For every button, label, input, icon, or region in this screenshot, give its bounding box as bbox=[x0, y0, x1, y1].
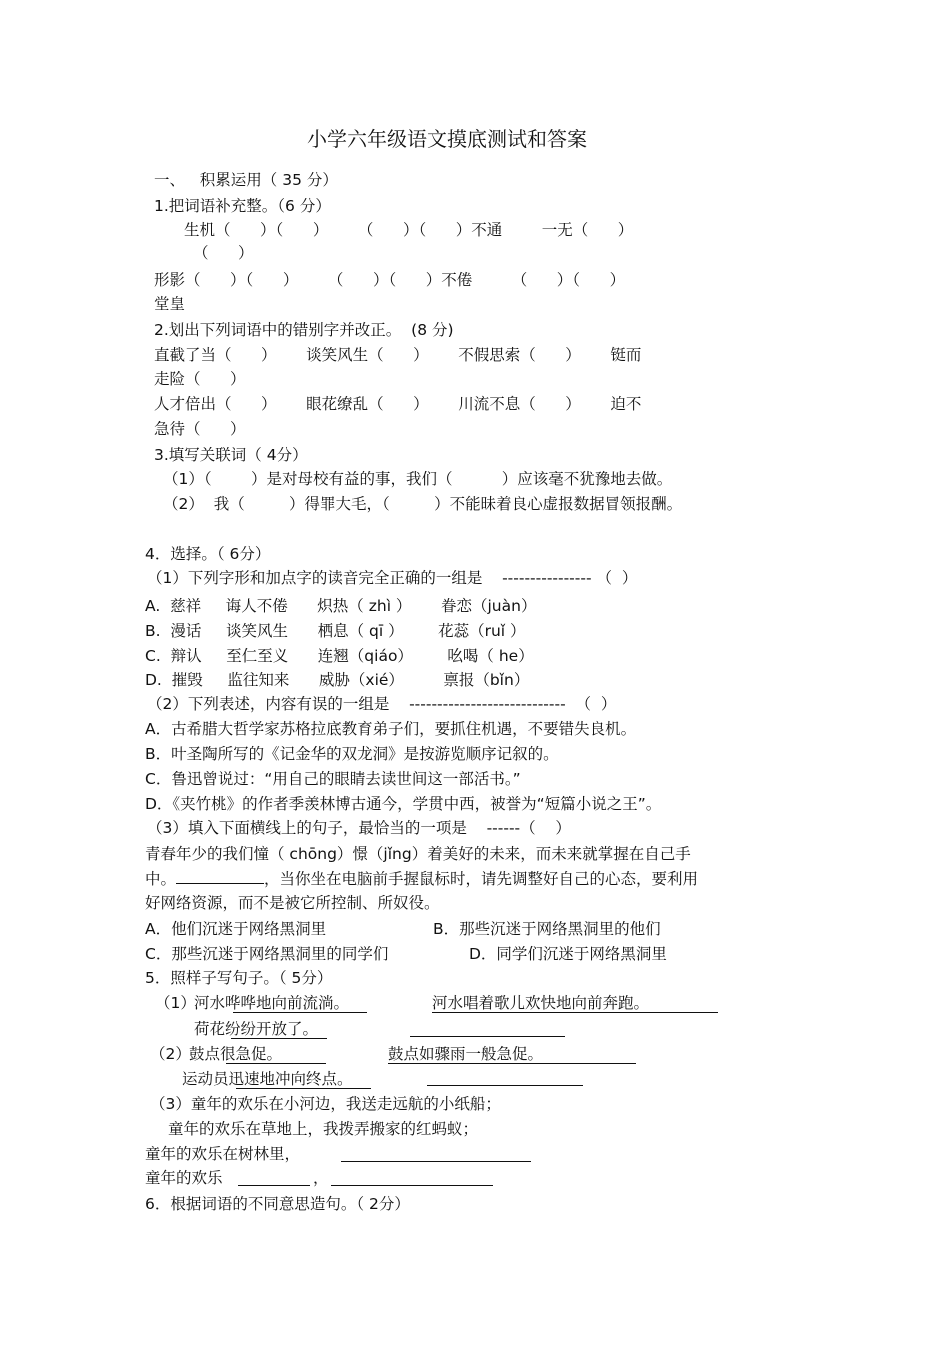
q4-part1-option-d: D. 摧毁 监往知来 威胁（xié） 禀报（bǐn） bbox=[145, 671, 530, 689]
answer-line bbox=[331, 1185, 493, 1186]
q4-part3-text-line1: 青春年少的我们憧（ chōng）憬（jǐng）着美好的未来，而未来就掌握在自己手 bbox=[145, 845, 691, 863]
answer-line bbox=[238, 1185, 310, 1186]
q4-part2-option-b: B．叶圣陶所写的《记金华的双龙洞》是按游览顺序记叙的。 bbox=[145, 745, 559, 763]
q5-ex1-task: 荷花纷纷开放了。 bbox=[194, 1020, 319, 1038]
underline bbox=[233, 1012, 367, 1013]
q5-ex2-number: （2） bbox=[150, 1045, 191, 1063]
q1-line2: 形影（ ）（ ） （ ）（ ）不倦 （ ）（ ） bbox=[154, 271, 626, 289]
q5-ex1-sample: 河水唱着歌儿欢快地向前奔跑。 bbox=[432, 994, 650, 1012]
q1-heading: 1.把词语补充整。（6 分） bbox=[154, 197, 331, 215]
q5-ex2-original: 鼓点很急促。 bbox=[189, 1045, 283, 1063]
q4-part1-option-a: A. 慈祥 诲人不倦 炽热（ zhì ） 眷恋（juàn） bbox=[145, 597, 537, 615]
answer-line bbox=[427, 1085, 583, 1086]
q4-part1-option-c: C. 辩认 至仁至义 连翘（qiáo） 吆喝（ he） bbox=[145, 647, 534, 665]
section-heading-1: 一、 积累运用（ 35 分） bbox=[154, 171, 338, 189]
q5-ex3-line4: 童年的欢乐 bbox=[145, 1169, 223, 1187]
q5-ex1-original: 河水哗哗地向前流淌。 bbox=[194, 994, 350, 1012]
q5-ex3-comma: ， bbox=[313, 1169, 329, 1187]
q3-heading: 3.填写关联词（ 4分） bbox=[154, 446, 308, 464]
answer-line bbox=[341, 1161, 531, 1162]
q5-ex3-line2: 童年的欢乐在草地上，我拨弄搬家的红蚂蚁； bbox=[168, 1120, 479, 1138]
q1-line1: 生机（ ）（ ） （ ）（ ）不通 一无（ ） bbox=[184, 221, 634, 239]
underline bbox=[226, 1063, 326, 1064]
q2-heading: 2.划出下列词语中的错别字并改正。 (8 分) bbox=[154, 321, 454, 339]
q4-part1-option-b: B. 漫话 谈笑风生 栖息（ qī ） 花蕊（ruǐ ） bbox=[145, 622, 526, 640]
q4-part3-option-c: C．那些沉迷于网络黑洞里的同学们 bbox=[145, 945, 389, 963]
q1-line2-cont: 堂皇 bbox=[154, 295, 186, 313]
q4-part3-text-line2 bbox=[145, 869, 698, 889]
q4-part3-option-a: A．他们沉迷于网络黑洞里 bbox=[145, 920, 327, 938]
q4-part3-text-line3: 好网络资源，而不是被它所控制、所奴役。 bbox=[145, 894, 440, 912]
q2-line2: 人才倍出（ ） 眼花缭乱（ ） 川流不息（ ） 迫不 bbox=[154, 395, 642, 413]
q4-part2: （2）下列表述，内容有误的一组是 ---------------------------- （ ） bbox=[147, 695, 617, 713]
q3-line1: （1）（ ）是对母校有益的事，我们（ ）应该毫不犹豫地去做。 bbox=[163, 470, 673, 488]
q2-line1-cont: 走险（ ） bbox=[154, 370, 246, 388]
answer-line bbox=[410, 1036, 565, 1037]
page-title: 小学六年级语文摸底测试和答案 bbox=[307, 127, 587, 151]
q4-part3: （3）填入下面横线上的句子，最恰当的一项是 ------（ ） bbox=[147, 819, 571, 837]
q4-heading: 4．选择。（ 6分） bbox=[145, 545, 271, 563]
q2-line1: 直截了当（ ） 谈笑风生（ ） 不假思索（ ） 铤而 bbox=[154, 346, 642, 364]
underline bbox=[231, 1038, 327, 1039]
q6-heading: 6．根据词语的不同意思造句。（ 2分） bbox=[145, 1195, 410, 1213]
fill-in-blank bbox=[176, 869, 264, 884]
underline bbox=[388, 1063, 636, 1064]
q5-ex1-number: （1） bbox=[155, 994, 196, 1012]
q4-part3-text-rest: ，当你坐在电脑前手握鼠标时，请先调整好自己的心态，要利用 bbox=[264, 870, 699, 888]
q5-ex3-line3: 童年的欢乐在树林里， bbox=[145, 1145, 301, 1163]
underline bbox=[236, 1088, 371, 1089]
q4-part2-option-c: C．鲁迅曾说过：“用自己的眼睛去读世间这一部活书。” bbox=[145, 770, 521, 788]
q5-ex3-line1: （3）童年的欢乐在小河边，我送走远航的小纸船； bbox=[150, 1095, 501, 1113]
q4-part3-option-b: B．那些沉迷于网络黑洞里的他们 bbox=[433, 920, 661, 938]
q4-part2-option-a: A．古希腊大哲学家苏格拉底教育弟子们，要抓住机遇，不要错失良机。 bbox=[145, 720, 637, 738]
q5-ex2-task: 运动员迅速地冲向终点。 bbox=[182, 1070, 353, 1088]
q2-line2-cont: 急待（ ） bbox=[154, 420, 246, 438]
q4-part3-text-start: 中。 bbox=[145, 870, 177, 888]
q4-part1: （1）下列字形和加点字的读音完全正确的一组是 ---------------- （ ） bbox=[147, 569, 638, 587]
q4-part2-option-d: D．《夹竹桃》的作者季羡林博古通今，学贯中西，被誉为“短篇小说之王”。 bbox=[145, 795, 662, 813]
q5-ex2-sample: 鼓点如骤雨一般急促。 bbox=[388, 1045, 544, 1063]
q4-part3-option-d: D．同学们沉迷于网络黑洞里 bbox=[469, 945, 667, 963]
q5-heading: 5．照样子写句子。（ 5分） bbox=[145, 969, 333, 987]
q1-line1-cont: （ ） bbox=[193, 244, 254, 262]
underline bbox=[432, 1012, 718, 1013]
q3-line2: （2） 我（ ）得罪大毛，（ ）不能昧着良心虚报数据冒领报酬。 bbox=[163, 495, 683, 513]
